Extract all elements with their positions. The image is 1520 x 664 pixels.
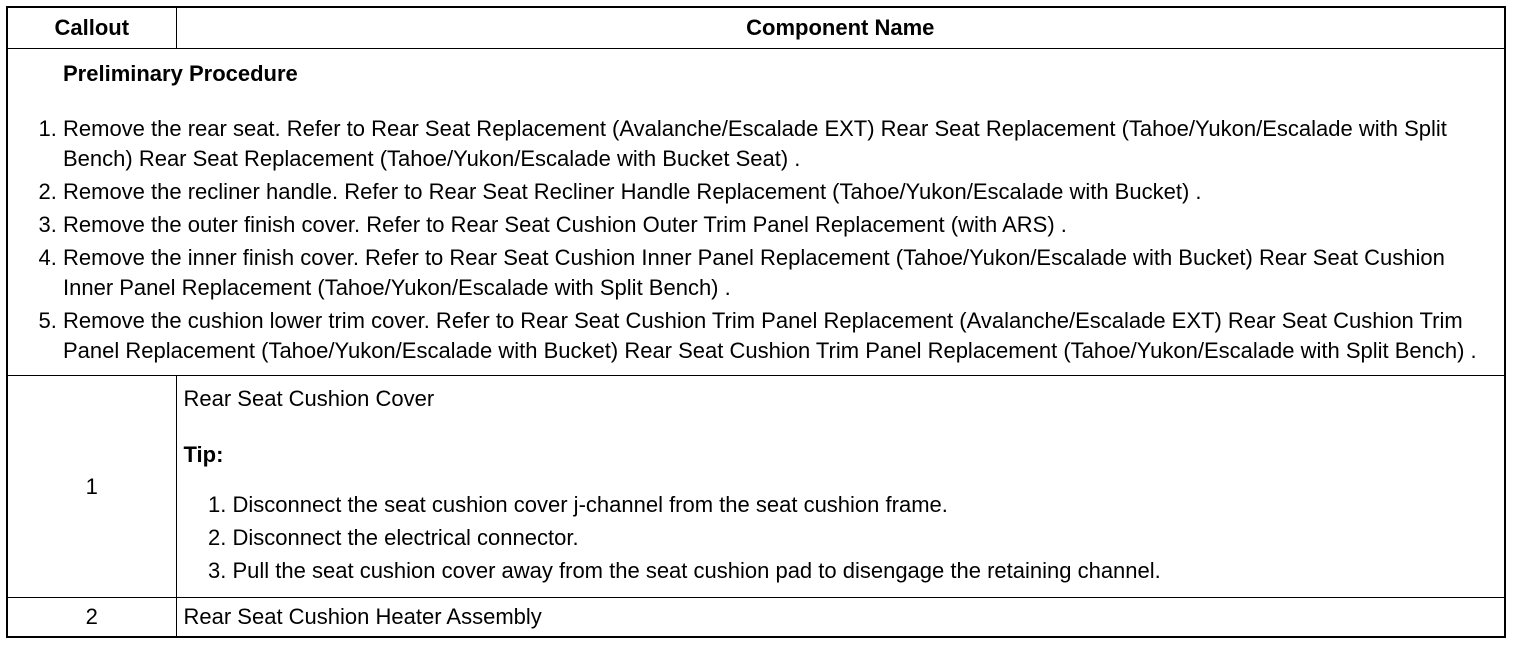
component-name: Rear Seat Cushion Cover bbox=[183, 386, 435, 411]
table-row bbox=[7, 376, 1505, 598]
preliminary-step: 2. Remove the recliner handle. Refer to Rear Seat Recliner Handle Replacement (Tahoe/Yukon/Escalade with Bucket) . bbox=[63, 177, 1494, 207]
component-name-header: Component Name bbox=[176, 7, 1505, 49]
preliminary-step: 3. Remove the outer finish cover. Refer to Rear Seat Cushion Outer Trim Panel Replacement (with ARS) . bbox=[63, 210, 1494, 240]
tip-step: 1. Disconnect the seat cushion cover j-channel from the seat cushion frame. bbox=[233, 490, 1495, 520]
callout-header: Callout bbox=[7, 7, 176, 49]
tip-step: 3. Pull the seat cushion cover away from the seat cushion pad to disengage the retaining channel. bbox=[233, 556, 1495, 586]
component-cell bbox=[176, 376, 1505, 598]
callout-number: 2 bbox=[7, 598, 176, 638]
table-row bbox=[7, 598, 1505, 638]
tip-step: 2. Disconnect the electrical connector. bbox=[233, 523, 1495, 553]
tip-label: Tip: bbox=[183, 442, 224, 467]
preliminary-row bbox=[7, 49, 1505, 376]
preliminary-step: 5. Remove the cushion lower trim cover. Refer to Rear Seat Cushion Trim Panel Replacement (Avalanche/Escalade EXT) Rear Seat Cushion Trim Panel Replacement (Tahoe/Yukon/Escalade with Bucket) Rear Seat Cushion Trim Panel Replacement (Tahoe/Yukon/Escalade with Split Bench) . bbox=[63, 306, 1494, 366]
preliminary-title: Preliminary Procedure bbox=[63, 61, 298, 86]
component-table bbox=[6, 6, 1506, 638]
tip-steps bbox=[184, 490, 1495, 586]
component-name: Rear Seat Cushion Heater Assembly bbox=[176, 598, 1505, 638]
preliminary-procedure bbox=[7, 49, 1505, 376]
preliminary-step: 1. Remove the rear seat. Refer to Rear Seat Replacement (Avalanche/Escalade EXT) Rear Seat Replacement (Tahoe/Yukon/Escalade with Split Bench) Rear Seat Replacement (Tahoe/Yukon/Escalade with Bucket Seat) . bbox=[63, 114, 1494, 174]
preliminary-step: 4. Remove the inner finish cover. Refer to Rear Seat Cushion Inner Panel Replacement (Tahoe/Yukon/Escalade with Bucket) Rear Seat Cushion Inner Panel Replacement (Tahoe/Yukon/Escalade with Split Bench) . bbox=[63, 243, 1494, 303]
header-row bbox=[7, 7, 1505, 49]
preliminary-steps bbox=[8, 114, 1494, 366]
callout-number: 1 bbox=[7, 376, 176, 598]
